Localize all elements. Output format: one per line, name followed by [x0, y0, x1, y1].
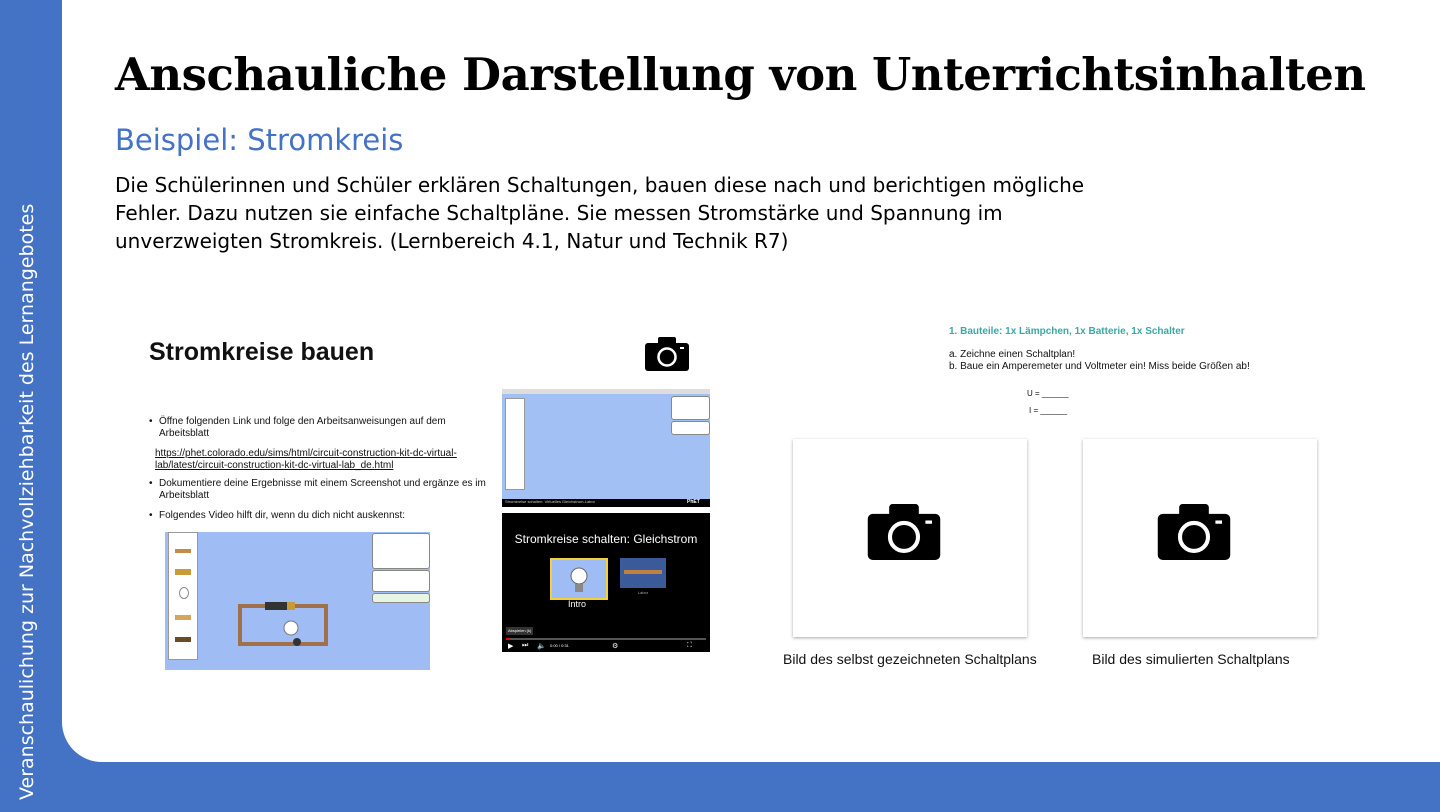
battery-icon	[175, 569, 191, 575]
options-panel	[372, 533, 430, 569]
switch-icon	[175, 637, 191, 642]
circuit-sim-screenshot	[165, 532, 430, 670]
volume-icon[interactable]: 🔈	[537, 643, 546, 650]
wire-icon	[175, 549, 191, 553]
slide-subtitle: Beispiel: Stromkreis	[115, 123, 404, 157]
slide-title: Anschauliche Darstellung von Unterrichtsinhalten	[115, 48, 1366, 101]
worksheet-title: Stromkreise bauen	[149, 338, 375, 366]
sim-options-panel	[671, 396, 710, 420]
worksheet-bullet-3: • Folgendes Video hilft dir, wenn du dich nicht auskennst:	[159, 510, 494, 522]
browser-bar	[502, 389, 710, 394]
lab-thumbnail[interactable]	[620, 558, 666, 588]
play-icon[interactable]: ▶	[508, 643, 514, 650]
sim-toolbox	[505, 398, 525, 490]
simulation-link[interactable]: https://phet.colorado.edu/sims/html/circuit-construction-kit-dc-virtual-lab/latest/circuit-construction-kit-dc-virtual-lab_de.html	[155, 448, 457, 471]
component-toolbox	[168, 532, 198, 660]
voltage-field: U = ______	[1027, 389, 1069, 398]
resistor-icon	[175, 615, 191, 620]
camera-icon	[865, 504, 943, 560]
sim-sensor-panel	[671, 421, 710, 435]
slide-body-text: Die Schülerinnen und Schüler erklären Schaltungen, bauen diese nach und berichtigen mögliche Fehler. Dazu nutzen sie einfache Schaltpläne. Sie messen Stromstärke und Spannung im unverzweigten Stromkreis. (Lernbereich 4.1, Natur und Technik R7)	[115, 173, 1085, 253]
intro-label: Intro	[567, 599, 586, 609]
sidebar-label: Veranschaulichung zur Nachvollziehbarkeit des Lernangebotes	[16, 203, 38, 800]
task-heading: 1. Bauteile: 1x Lämpchen, 1x Batterie, 1x Schalter	[949, 326, 1185, 337]
play-chip: Abspielen (k)	[508, 628, 532, 633]
progress-bar[interactable]	[506, 638, 706, 640]
sample-circuit-panel	[372, 593, 430, 603]
video-player[interactable]	[502, 513, 710, 652]
sensor-panel	[372, 570, 430, 592]
drawn-diagram-frame	[793, 439, 1027, 637]
current-field: I = ______	[1029, 406, 1068, 415]
caption-drawn-diagram: Bild des selbst gezeichneten Schaltplans	[783, 651, 1037, 667]
worksheet-bullet-2: • Dokumentiere deine Ergebnisse mit einem Screenshot und ergänze es im Arbeitsblatt	[159, 478, 494, 502]
video-title: Stromkreise schalten: Gleichstrom	[514, 532, 698, 546]
bulb-icon	[552, 560, 606, 598]
fullscreen-icon[interactable]: ⛶	[687, 642, 692, 649]
intro-thumbnail[interactable]	[550, 558, 608, 600]
bulb-icon	[179, 587, 189, 599]
progress-fill	[506, 638, 510, 640]
sidebar-band	[0, 0, 62, 812]
task-item-b: b. Baue ein Amperemeter und Voltmeter ein! Miss beide Größen ab!	[949, 361, 1250, 372]
sim-footer	[502, 499, 710, 507]
task-item-a: a. Zeichne einen Schaltplan!	[949, 349, 1076, 360]
lab-label: Labor	[637, 590, 649, 595]
phet-logo: PhET	[687, 499, 700, 505]
camera-icon	[645, 337, 689, 371]
worksheet-bullet-1: • Öffne folgenden Link und folge den Arbeitsanweisungen auf dem Arbeitsblatt	[159, 416, 479, 440]
phet-sim-screenshot	[502, 389, 710, 507]
simulated-diagram-frame	[1083, 439, 1317, 637]
circuit-diagram	[235, 600, 335, 650]
camera-icon	[1155, 504, 1233, 560]
caption-simulated-diagram: Bild des simulierten Schaltplans	[1092, 651, 1290, 667]
sim-footer-title: Stromkreise schalten: Virtuelles Gleichstrom-Labor	[505, 499, 595, 504]
video-time: 0:00 / 0:31	[550, 643, 569, 648]
lab-wire	[624, 570, 662, 574]
next-icon[interactable]: ⏭	[522, 642, 529, 649]
settings-icon[interactable]: ⚙	[612, 643, 619, 650]
